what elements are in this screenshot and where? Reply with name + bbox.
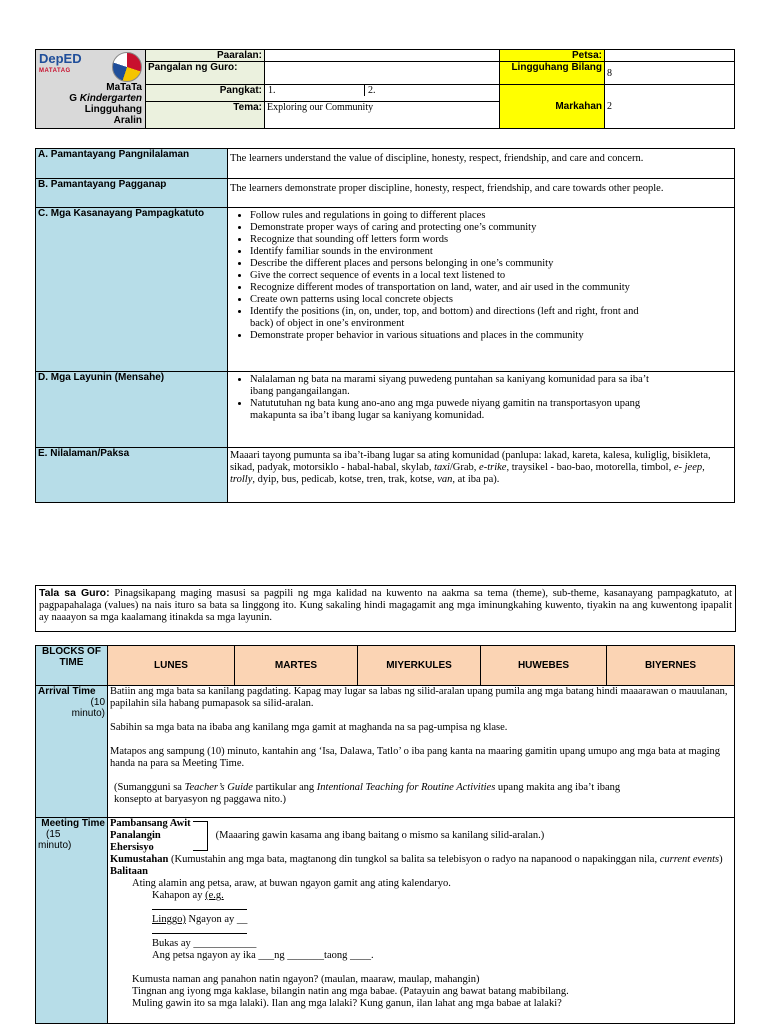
pangkat-2[interactable]: 2. xyxy=(368,85,376,96)
matatag-logo: MATATAG xyxy=(39,68,71,74)
ehersisyo: Ehersisyo xyxy=(110,842,154,853)
petsa-value[interactable] xyxy=(605,50,735,62)
paaralan-label: Paaralan: xyxy=(146,50,265,62)
bagong-pilipinas-seal-icon xyxy=(112,52,142,82)
pangkat-label: Pangkat: xyxy=(146,85,265,102)
tema-label: Tema: xyxy=(146,102,265,129)
list-item: • Identify the positions (in, on, under, top, and bottom) and directions (left and right, front and back) of object in one’s environment xyxy=(250,306,732,330)
markahan-label: Markahan xyxy=(500,85,605,129)
list-item: • Follow rules and regulations in going to different places xyxy=(250,210,732,222)
list-item: • Describe the different places and persons belonging in one’s community xyxy=(250,258,732,270)
list-item: • Give the correct sequence of events in a local text listened to xyxy=(250,270,732,282)
kasanayang-pampagkatuto-label: C. Mga Kasanayang Pampagkatuto xyxy=(36,208,228,372)
lingguhang-bilang-label: Lingguhang Bilang xyxy=(500,62,605,85)
kasanayang-pampagkatuto-list xyxy=(228,208,735,372)
pamantayang-pangnilalaman-label: A. Pamantayang Pangnilalaman xyxy=(36,149,228,179)
day-header-biyernes: BIYERNES xyxy=(607,646,735,686)
nilalaman-paksa-text: Maaari tayong pumunta sa iba’t-ibang lugar sa ating komunidad (panlupa: lakad, kareta, kalesa, kuliglig, bisikleta, sikad, padyak, motorsiklo - habal-habal, skylab, taxi/Grab, e-trike, traysikel - bao-bao, motorella, timbol, e- jeep, trolly, dyip, bus, pedicab, kotse, tren, trak, kotse, van, at iba pa). xyxy=(228,448,735,503)
list-item: • Recognize that sounding off letters form words xyxy=(250,234,732,246)
markahan-value[interactable]: 2 xyxy=(605,85,735,129)
pangkat-values[interactable] xyxy=(265,85,500,102)
list-item: • Demonstrate proper behavior in various situations and places in the community xyxy=(250,330,732,342)
arrival-time-content: Batiin ang mga bata sa kanilang pagdating. Kapag may lugar sa labas ng silid-aralan upang pumila ang mga batang hindi maaarawan o mauulanan, papilahin sila habang pumapasok sa silid-aralan. Sabihin sa mga bata na ibaba ang kanilang mga gamit at maghanda na sa pag-umpisa ng klase. Matapos ang sampung (10) minuto, kantahin ang ‘Isa, Dalawa, Tatlo’ o iba pang kanta na maaring gamitin upang umupo ang mga bata at maging handa na para sa Meeting Time. (Sumangguni sa Teacher’s Guide partikular ang Intentional Teaching for Routine Activities upang makita ang iba’t ibang konsepto at baryasyon ng paggawa nito.) xyxy=(108,686,735,818)
blocks-of-time-header: BLOCKS OF TIME xyxy=(36,646,108,686)
teacher-note xyxy=(35,585,736,632)
list-item: • Demonstrate proper ways of caring and protecting one’s community xyxy=(250,222,732,234)
paaralan-value[interactable] xyxy=(265,50,500,62)
pamantayang-pangnilalaman-text: The learners understand the value of discipline, honesty, respect, friendship, and care and concern. xyxy=(228,149,735,179)
meeting-time-label: Meeting Time (15 minuto) xyxy=(36,818,108,1024)
list-item: • Natututuhan ng bata kung ano-ano ang mga puwede niyang gamitin na transportasyon upang makapunta sa iba’t ibang lugar sa kaniyang komunidad. xyxy=(250,398,732,422)
day-header-lunes: LUNES xyxy=(108,646,235,686)
tema-value[interactable]: Exploring our Community xyxy=(265,102,500,129)
weekly-schedule-table xyxy=(35,645,735,1024)
day-header-martes: MARTES xyxy=(235,646,358,686)
list-item: • Create own patterns using local concrete objects xyxy=(250,294,732,306)
teacher-note-text: Pinagsikapang maging masusi sa pagpili ng mga kalidad na kuwento na aakma sa tema (theme), sub-theme, kasanayang pampagkatuto, at pagpapahalaga (values) na nais ituro sa bata sa linggong ito. Kung sakaling hindi magagamit ang mga iminungkahing kuwento, tiyakin na ang kuwentong ipapalit ay naaayon sa mga kaalamang itinakda sa mga layunin. xyxy=(39,588,732,623)
standards-table xyxy=(35,148,735,503)
arrival-time-label: Arrival Time (10 minuto) xyxy=(36,686,108,818)
layunin-label: D. Mga Layunin (Mensahe) xyxy=(36,372,228,448)
guro-label: Pangalan ng Guro: xyxy=(146,62,265,85)
deped-logo: DepED xyxy=(39,51,82,66)
header-table xyxy=(35,49,735,129)
list-item: • Nalalaman ng bata na marami siyang puwedeng puntahan sa kaniyang komunidad para sa iba’t ibang pangangailangan. xyxy=(250,374,732,398)
petsa-label: Petsa: xyxy=(500,50,605,62)
list-item: • Identify familiar sounds in the environment xyxy=(250,246,732,258)
bracket-icon xyxy=(193,821,208,851)
layunin-list xyxy=(228,372,735,448)
meeting-time-content: Pambansang Awit Panalangin Ehersisyo (Maaaring gawin kasama ang ibang baitang o mismo sa kanilang silid-aralan.) Kumustahan (Kumustahin ang mga bata, magtanong din tungkol sa balita sa telebisyon o radyo na napanood o napakinggan nila, current events) Balitaan Ating alamin ang petsa, araw, at buwan ngayon gamit ang ating kalendaryo. Kahapon ay (e.g. Linggo) Ngayon ay __ Bukas ay ____________ Ang petsa ngayon ay ika ___ng _______taong ____. Kumusta naman ang panahon natin ngayon? (maulan, maaraw, maulap, mahangin) Tingnan ang iyong mga kaklase, bilangin natin ang mga babae. (Patayuin ang bawat batang mabibilang. Muling gawin ito sa mga lalaki). Ilan ang mga lalaki? Kung ganun, ilan lahat ang mga babae at lalaki? xyxy=(108,818,735,1024)
lingguhang-bilang-value[interactable]: 8 xyxy=(605,62,735,85)
nilalaman-paksa-label: E. Nilalaman/Paksa xyxy=(36,448,228,503)
pamantayang-pagganap-text: The learners demonstrate proper discipline, honesty, respect, friendship, and care towards other people. xyxy=(228,179,735,208)
logo-cell xyxy=(36,50,146,129)
day-header-huwebes: HUWEBES xyxy=(481,646,607,686)
list-item: • Recognize different modes of transportation on land, water, and air used in the community xyxy=(250,282,732,294)
guro-value[interactable] xyxy=(265,62,500,85)
teacher-note-label: Tala sa Guro: xyxy=(39,587,110,599)
pamantayang-pagganap-label: B. Pamantayang Pagganap xyxy=(36,179,228,208)
panalangin: Panalangin xyxy=(110,830,161,841)
day-header-miyerkules: MIYERKULES xyxy=(358,646,481,686)
pambansang-awit: Pambansang Awit xyxy=(110,818,191,829)
logo-title: MaTaTa G Kindergarten Lingguhang Aralin xyxy=(69,82,142,126)
pangkat-1[interactable]: 1. xyxy=(265,85,365,96)
